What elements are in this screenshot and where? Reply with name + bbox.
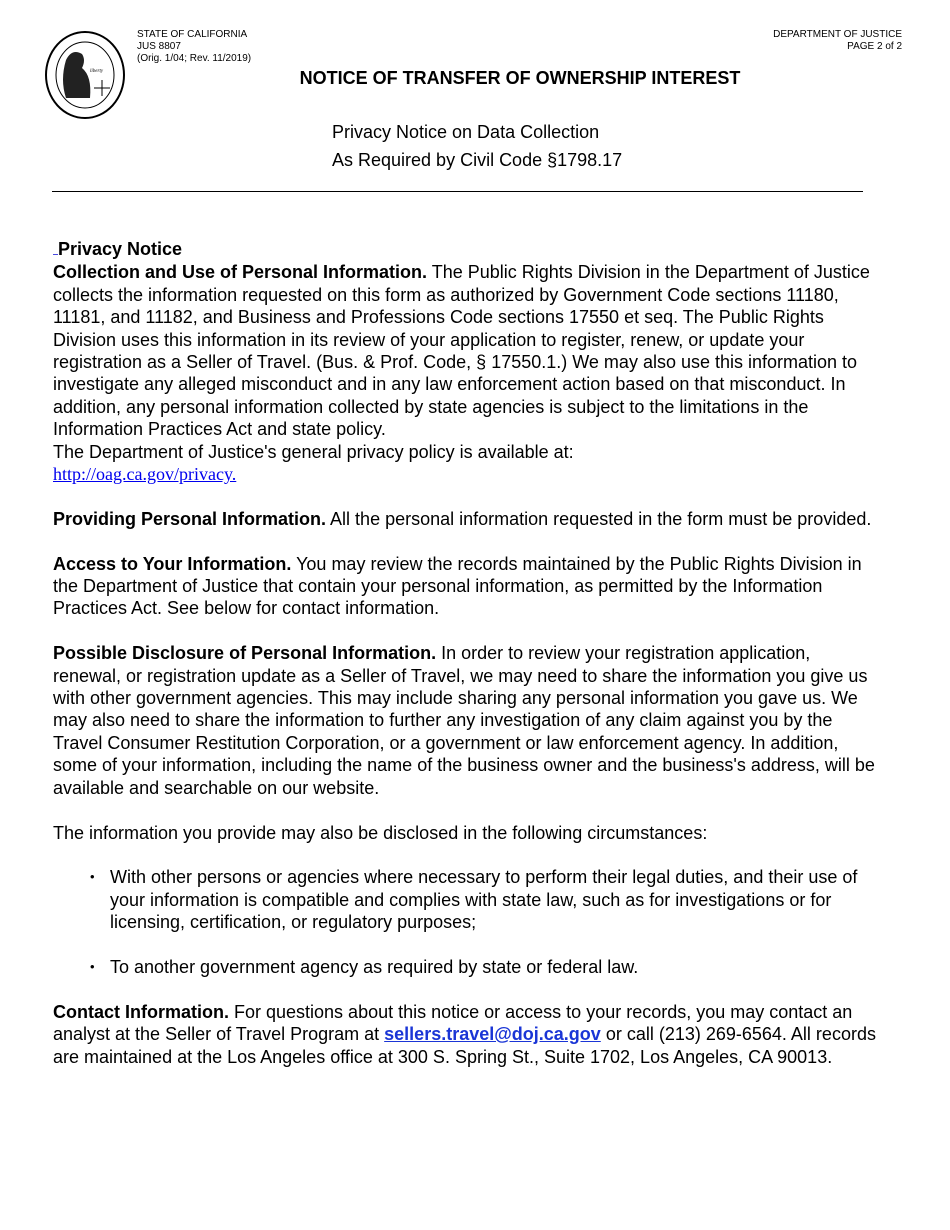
department-label: DEPARTMENT OF JUSTICE	[773, 29, 902, 40]
disclosure-paragraph	[53, 642, 883, 799]
lead-text: Contact Information.	[53, 1001, 229, 1022]
paragraph-text: You may review the records maintained by the Public Rights Division in the Department of Justice that contain your personal information, as permitted by the Information Practices Act. See below for contact information.	[53, 553, 862, 619]
privacy-policy-link[interactable]: http://oag.ca.gov/privacy.	[53, 464, 237, 485]
providing-paragraph	[53, 508, 883, 530]
paragraph-text: For questions about this notice or access to your records, you may contact an analyst at the Seller of Travel Program at	[53, 1001, 853, 1045]
privacy-notice-body	[53, 238, 883, 1090]
collection-paragraph	[53, 261, 883, 485]
policy-line: The Department of Justice's general privacy policy is available at:	[53, 441, 574, 462]
page-title: NOTICE OF TRANSFER OF OWNERSHIP INTEREST	[299, 68, 741, 88]
heading-text: Privacy Notice	[58, 239, 183, 259]
email-link[interactable]: sellers.travel@doj.ca.gov	[384, 1024, 601, 1045]
list-item: • With other persons or agencies where necessary to perform their legal duties, and their use of your information is compatible and complies with state law, such as for investigations or for licensing, certification, or regulatory purposes;	[110, 866, 883, 933]
lead-text: Access to Your Information.	[53, 553, 292, 574]
department-header	[773, 29, 902, 53]
circumstances-intro: The information you provide may also be disclosed in the following circumstances:	[53, 822, 708, 843]
svg-text:liberty: liberty	[90, 69, 104, 74]
lead-text: Providing Personal Information.	[53, 508, 327, 529]
divider	[52, 191, 863, 192]
paragraph-text: or call (213) 269-6564. All records are maintained at the Los Angeles office at 300 S. Spring St., Suite 1702, Los Angeles, CA 90013.	[53, 1024, 876, 1067]
form-number: JUS 8807	[137, 41, 181, 52]
lead-text: Collection and Use of Personal Information.	[53, 262, 428, 283]
state-label: STATE OF CALIFORNIA	[137, 29, 248, 40]
paragraph-text: All the personal information requested in the form must be provided.	[326, 508, 872, 529]
lead-text: Possible Disclosure of Personal Information.	[53, 643, 437, 664]
subtitle-line: As Required by Civil Code §1798.17	[332, 150, 623, 170]
list-item: • To another government agency as required by state or federal law.	[110, 956, 883, 978]
section-heading	[53, 238, 883, 260]
paragraph-text: In order to review your registration application, renewal, or registration update as a Seller of Travel, we may need to share the information you give us with other government agencies. This may include sharing any personal information you gave us. We may also need to share the information to further any investigation of any claim against you by the Travel Consumer Restitution Corporation, or a government or law enforcement agency. In addition, some of your information, including the name of the business owner and the business's address, will be available and searchable on our website.	[53, 643, 875, 798]
contact-paragraph	[53, 1001, 883, 1068]
paragraph-text: The Public Rights Division in the Department of Justice collects the information requested on this form as authorized by Government Code sections 11180, 11181, and 11182, and Business and Professions Code sections 17550 et seq. The Public Rights Division uses this information in its review of your application to register, renew, or update your registration as a Seller of Travel. (Bus. & Prof. Code, § 17550.1.) We may also use this information to investigate any alleged misconduct and in any law enforcement action based on that misconduct. In addition, any personal information collected by state agencies is subject to the limitations in the Information Practices Act and state policy.	[53, 262, 870, 440]
form-identifier	[137, 29, 251, 65]
page-number: PAGE 2 of 2	[847, 41, 902, 52]
subtitle-line: Privacy Notice on Data Collection	[332, 122, 600, 142]
access-paragraph	[53, 553, 883, 620]
revision-date: (Orig. 1/04; Rev. 11/2019)	[137, 53, 252, 64]
circumstances-list	[53, 866, 883, 978]
subtitle	[332, 118, 622, 174]
